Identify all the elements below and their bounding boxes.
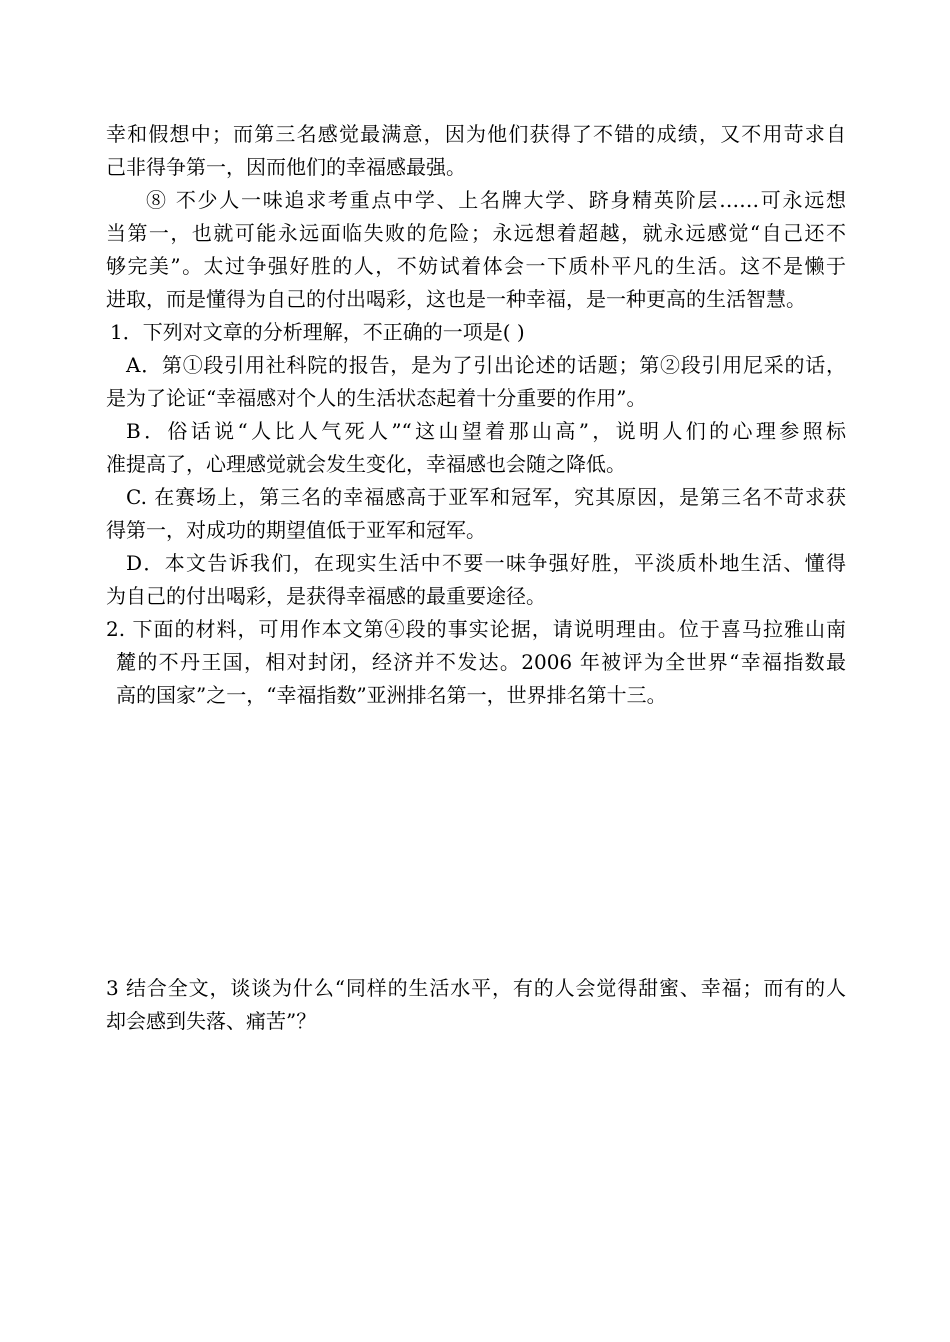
question-1-stem: 1．下列对文章的分析理解，不正确的一项是( ): [110, 320, 525, 344]
text-line: 为自己的付出喝彩，是获得幸福感的最重要途径。: [106, 584, 546, 608]
question-2: 2. 下面的材料，可用作本文第④段的事实论据，请说明理由。位于喜马拉雅山南: [106, 617, 846, 641]
text-line: 幸和假想中；而第三名感觉最满意，因为他们获得了不错的成绩，又不用苛求自: [106, 122, 846, 146]
text-line: 却会感到失落、痛苦”？: [106, 1009, 317, 1033]
text-line: 准提高了，心理感觉就会发生变化，幸福感也会随之降低。: [106, 452, 626, 476]
text-line: 己非得争第一，因而他们的幸福感最强。: [106, 155, 466, 179]
text-line: 当第一，也就可能永远面临失败的危险；永远想着超越，就永远感觉“自己还不: [106, 221, 846, 245]
text-line: 得第一，对成功的期望值低于亚军和冠军。: [106, 518, 486, 542]
text-line: 高的国家”之一，“幸福指数”亚洲排名第一，世界排名第十三。: [116, 683, 667, 707]
text-line: 是为了论证“幸福感对个人的生活状态起着十分重要的作用”。: [106, 386, 647, 410]
option-c: C. 在赛场上，第三名的幸福感高于亚军和冠军，究其原因，是第三名不苛求获: [126, 485, 846, 509]
paragraph-8-first-line: ⑧ 不少人一味追求考重点中学、上名牌大学、跻身精英阶层……可永远想: [146, 188, 846, 212]
text-line: 够完美”。太过争强好胜的人，不妨试着体会一下质朴平凡的生活。这不是懒于: [106, 254, 846, 278]
question-3: 3 结合全文，谈谈为什么“同样的生活水平，有的人会觉得甜蜜、幸福；而有的人: [106, 976, 846, 1000]
option-d: D．本文告诉我们，在现实生活中不要一味争强好胜，平淡质朴地生活、懂得: [126, 551, 846, 575]
option-a: A．第①段引用社科院的报告，是为了引出论述的话题；第②段引用尼采的话，: [126, 353, 846, 377]
text-line: 麓的不丹王国，相对封闭，经济并不发达。2006 年被评为全世界“幸福指数最: [116, 650, 846, 674]
option-b: B．俗话说“人比人气死人”“这山望着那山高”，说明人们的心理参照标: [126, 419, 846, 443]
text-line: 进取，而是懂得为自己的付出喝彩，这也是一种幸福，是一种更高的生活智慧。: [106, 287, 806, 311]
